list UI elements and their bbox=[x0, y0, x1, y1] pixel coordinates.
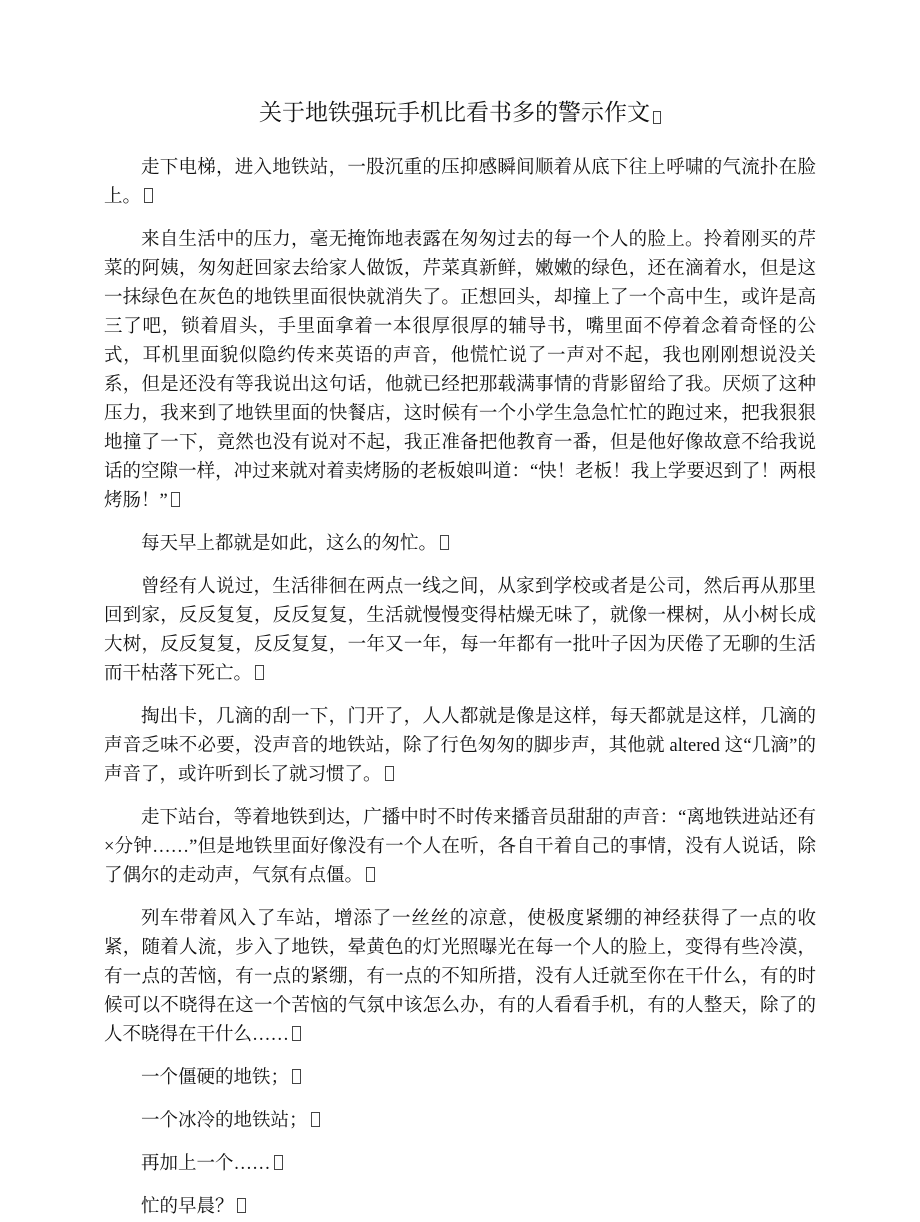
paragraph-text: 一个僵硬的地铁； bbox=[141, 1068, 290, 1088]
paragraph bbox=[104, 226, 816, 516]
end-of-paragraph-mark bbox=[144, 188, 153, 203]
paragraph-text: 每天早上都就是如此，这么的匆忙。 bbox=[141, 534, 438, 554]
end-of-paragraph-mark bbox=[311, 1112, 320, 1127]
paragraph bbox=[104, 703, 816, 790]
end-of-paragraph-mark bbox=[292, 1069, 301, 1084]
end-of-paragraph-mark bbox=[171, 492, 180, 507]
paragraph-text: 一个冰冷的地铁站； bbox=[141, 1111, 308, 1131]
end-of-paragraph-mark bbox=[255, 665, 264, 680]
end-of-paragraph-mark bbox=[292, 1026, 301, 1041]
end-of-paragraph-mark bbox=[274, 1155, 283, 1170]
paragraph-text: 忙的早晨？ bbox=[141, 1197, 234, 1217]
paragraph-text: 走下电梯，进入地铁站，一股沉重的压抑感瞬间顺着从底下往上呼啸的气流扑在脸上。 bbox=[104, 158, 816, 207]
end-of-paragraph-mark bbox=[237, 1198, 246, 1213]
end-of-paragraph-mark bbox=[385, 766, 394, 781]
paragraph-text: 来自生活中的压力，毫无掩饰地表露在匆匆过去的每一个人的脸上。拎着刚买的芹菜的阿姨，匆匆赶回家去给家人做饭，芹菜真新鲜，嫩嫩的绿色，还在滴着水，但是这一抹绿色在灰色的地铁里面很快就消失了。正想回头，却撞上了一个高中生，或许是高三了吧，锁着眉头，手里面拿着一本很厚很厚的辅导书，嘴里面不停着念着奇怪的公式，耳机里面貌似隐约传来英语的声音，他慌忙说了一声对不起，我也刚刚想说没关系，但是还没有等我说出这句话，他就已经把那载满事情的背影留给了我。厌烦了这种压力，我来到了地铁里面的快餐店，这时候有一个小学生急急忙忙的跑过来，把我狠狠地撞了一下，竟然也没有说对不起，我正准备把他教育一番，但是他好像故意不给我说话的空隙一样，冲过来就对着卖烤肠的老板娘叫道：“快！老板！我上学要迟到了！两根烤肠！” bbox=[104, 230, 816, 511]
paragraph bbox=[104, 804, 816, 891]
end-of-paragraph-mark bbox=[440, 535, 449, 550]
paragraph-text: 曾经有人说过，生活徘徊在两点一线之间，从家到学校或者是公司，然后再从那里回到家，反反复复，反反复复，生活就慢慢变得枯燥无味了，就像一棵树，从小树长成大树，反反复复，反反复复，一年又一年，每一年都有一批叶子因为厌倦了无聊的生活而干枯落下死亡。 bbox=[104, 577, 816, 684]
paragraph-text: 走下站台，等着地铁到达，广播中时不时传来播音员甜甜的声音：“离地铁进站还有×分钟……”但是地铁里面好像没有一个人在听，各自干着自己的事情，没有人说话，除了偶尔的走动声，气氛有点僵。 bbox=[104, 808, 816, 886]
paragraph bbox=[104, 573, 816, 689]
paragraph bbox=[104, 1107, 816, 1136]
paragraph bbox=[104, 905, 816, 1050]
end-of-paragraph-mark bbox=[653, 111, 661, 124]
paragraph-text: 掏出卡，几滴的刮一下，门开了，人人都就是像是这样，每天都就是这样，几滴的声音乏味不必要，没声音的地铁站，除了行色匆匆的脚步声，其他就 altered 这“几滴”的声音了，或许听到长了就习惯了。 bbox=[104, 707, 816, 785]
paragraph-text: 列车带着风入了车站，增添了一丝丝的凉意，使极度紧绷的神经获得了一点的收紧，随着人流，步入了地铁，晕黄色的灯光照曝光在每一个人的脸上，变得有些冷漠，有一点的苦恼，有一点的紧绷，有一点的不知所措，没有人迁就至你在干什么，有的时候可以不晓得在这一个苦恼的气氛中该怎么办，有的人看看手机，有的人整天，除了的人不晓得在干什么…… bbox=[104, 909, 816, 1045]
paragraph bbox=[104, 1193, 816, 1222]
paragraph bbox=[104, 530, 816, 559]
page-title bbox=[104, 98, 816, 128]
paragraph bbox=[104, 154, 816, 212]
paragraph-text: 再加上一个…… bbox=[141, 1154, 271, 1174]
page-title-text: 关于地铁强玩手机比看书多的警示作文 bbox=[259, 100, 650, 125]
end-of-paragraph-mark bbox=[366, 867, 375, 882]
paragraph bbox=[104, 1150, 816, 1179]
paragraph bbox=[104, 1064, 816, 1093]
